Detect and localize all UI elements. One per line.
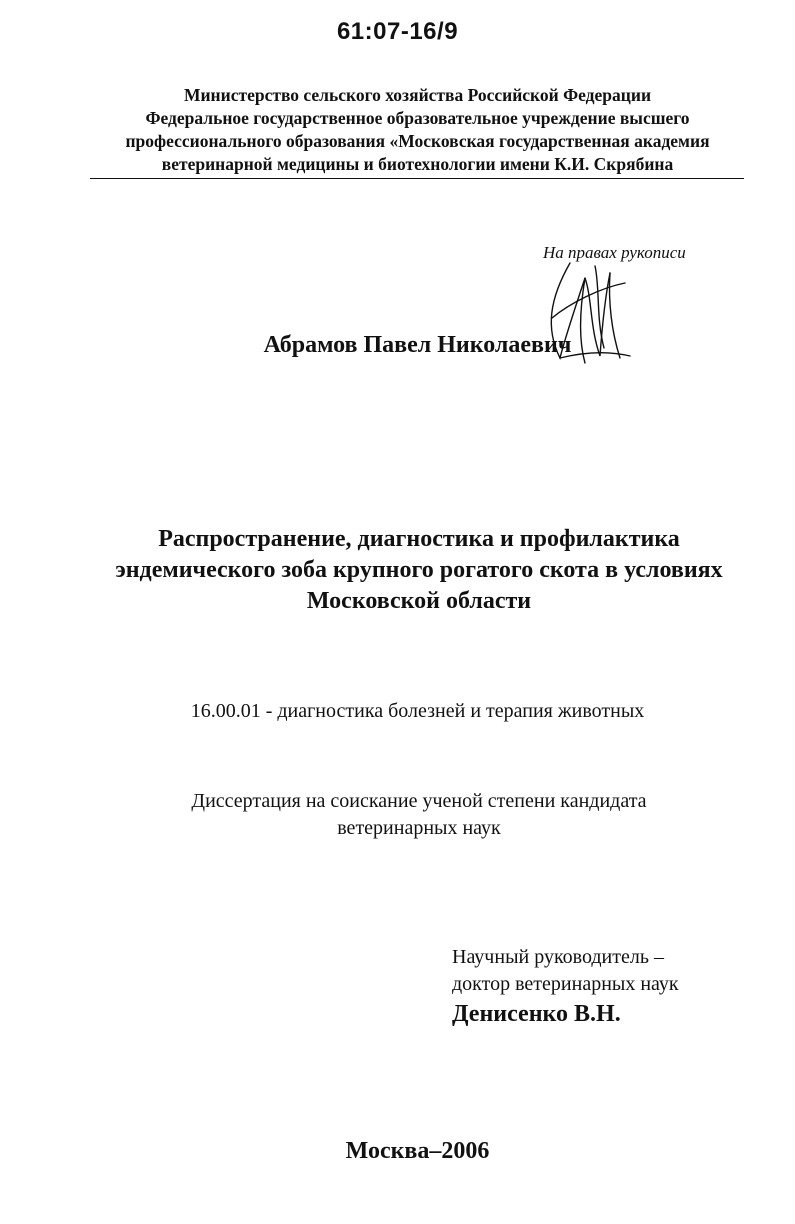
title-line: Распространение, диагностика и профилактика [158,526,680,552]
header-divider [90,178,744,179]
manuscript-rights-note: На правах рукописи [543,243,686,262]
advisor-credentials: доктор ветеринарных наук [452,973,679,995]
dissertation-title [60,524,778,617]
specialty-code: 16.00.01 - диагностика болезней и терапия животных [190,700,645,722]
city-year: Москва–2006 [345,1138,490,1164]
scientific-advisor [452,944,782,1030]
institution-header [80,84,755,176]
institution-line: профессионального образования «Московская государственная академия [125,131,710,151]
degree-statement [60,788,778,842]
title-line: эндемического зоба крупного рогатого скота в условиях [115,557,723,583]
institution-line: Министерство сельского хозяйства Российской Федерации [183,85,652,105]
title-line: Московской области [306,588,532,614]
institution-line: ветеринарной медицины и биотехнологии имени К.И. Скрябина [161,154,674,174]
author-name: Абрамов Павел Николаевич [263,332,572,358]
advisor-role: Научный руководитель – [452,946,664,968]
catalog-number: 61:07-16/9 [336,18,459,45]
institution-line: Федеральное государственное образовательное учреждение высшего [145,108,690,128]
degree-line: ветеринарных наук [337,817,501,839]
advisor-name: Денисенко В.Н. [452,1001,621,1027]
degree-line: Диссертация на соискание ученой степени кандидата [191,790,647,812]
